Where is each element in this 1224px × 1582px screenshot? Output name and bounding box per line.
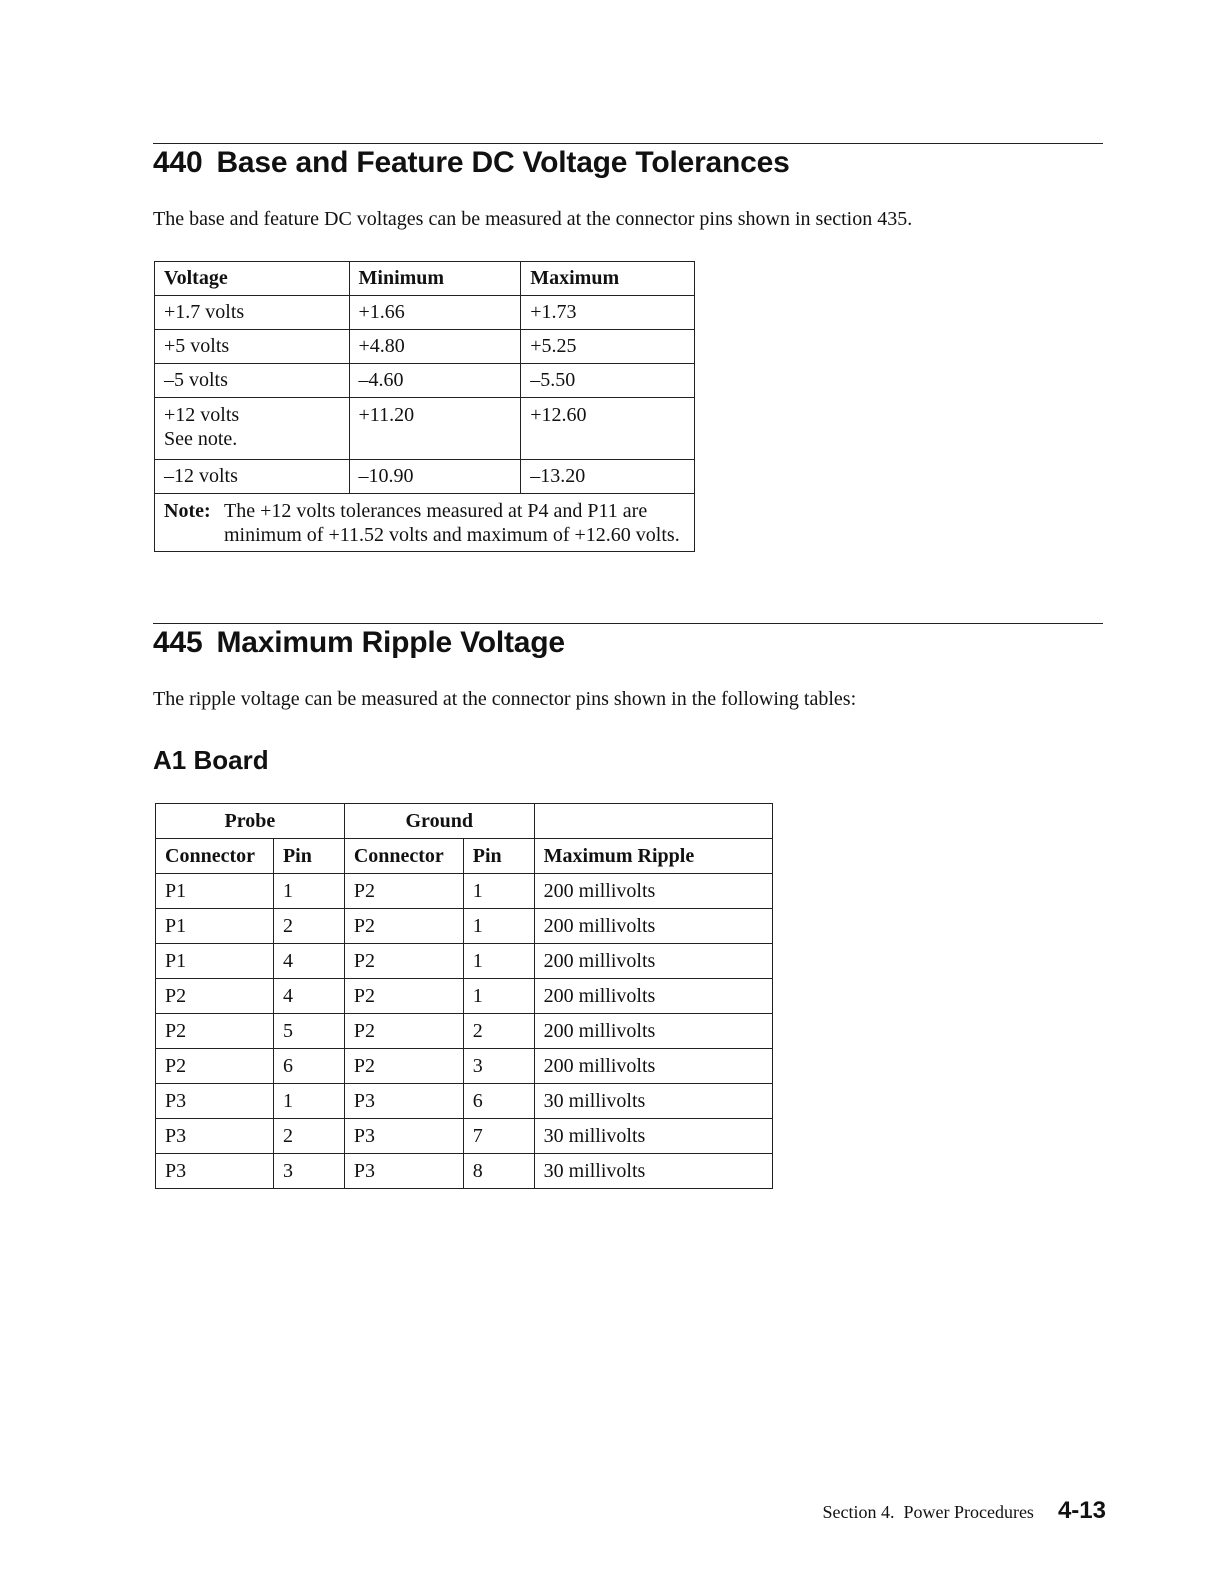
note-label: Note: <box>164 500 211 522</box>
column-header: Voltage <box>155 262 350 296</box>
ground-pin-cell: 1 <box>463 874 534 909</box>
table-row <box>156 1049 773 1084</box>
voltage-see-note: See note. <box>164 428 238 450</box>
max-ripple-cell: 200 millivolts <box>534 944 772 979</box>
ground-connector-cell: P2 <box>344 909 463 944</box>
section-445-intro: The ripple voltage can be measured at the connector pins shown in the following tables: <box>153 688 857 710</box>
note-text: The +12 volts tolerances measured at P4 and P11 are minimum of +11.52 volts and maximum of +12.60 volts. <box>224 500 680 546</box>
ground-connector-cell: P3 <box>344 1154 463 1189</box>
probe-pin-cell: 1 <box>273 1084 344 1119</box>
ground-pin-cell: 8 <box>463 1154 534 1189</box>
ground-pin-cell: 1 <box>463 909 534 944</box>
voltage-cell: –12 volts <box>155 460 350 494</box>
voltage-cell: +5 volts <box>155 330 350 364</box>
ground-connector-cell: P3 <box>344 1084 463 1119</box>
table-row <box>156 1084 773 1119</box>
table-row <box>155 364 695 398</box>
section-445-rule <box>153 623 1103 624</box>
section-440-title: Base and Feature DC Voltage Tolerances <box>216 146 790 179</box>
empty-group-header <box>534 804 772 839</box>
ground-pin-cell: 3 <box>463 1049 534 1084</box>
minimum-cell: +11.20 <box>349 398 521 460</box>
ripple-voltage-table <box>155 803 773 1189</box>
probe-connector-cell: P2 <box>156 1049 274 1084</box>
table-row <box>155 460 695 494</box>
ripple-table-body <box>156 874 773 1189</box>
voltage-value: +12 volts <box>164 404 240 426</box>
max-ripple-cell: 200 millivolts <box>534 874 772 909</box>
probe-pin-cell: 2 <box>273 909 344 944</box>
probe-pin-cell: 4 <box>273 979 344 1014</box>
probe-connector-cell: P1 <box>156 909 274 944</box>
table-row <box>156 1119 773 1154</box>
probe-connector-cell: P3 <box>156 1084 274 1119</box>
table-note-row <box>155 494 695 552</box>
page-footer <box>822 1497 1106 1525</box>
table-row <box>156 979 773 1014</box>
probe-pin-cell: 1 <box>273 874 344 909</box>
table-row <box>155 330 695 364</box>
ground-pin-cell: 7 <box>463 1119 534 1154</box>
table-row <box>155 398 695 460</box>
table-row <box>156 1014 773 1049</box>
maximum-cell: +1.73 <box>521 296 695 330</box>
probe-connector-cell: P2 <box>156 1014 274 1049</box>
probe-connector-cell: P2 <box>156 979 274 1014</box>
probe-connector-cell: P1 <box>156 874 274 909</box>
minimum-cell: –10.90 <box>349 460 521 494</box>
column-header: Maximum Ripple <box>534 839 772 874</box>
table-header-row <box>155 262 695 296</box>
column-header: Pin <box>273 839 344 874</box>
ground-pin-cell: 2 <box>463 1014 534 1049</box>
probe-connector-cell: P3 <box>156 1154 274 1189</box>
table-header-row <box>156 839 773 874</box>
page-number: 4-13 <box>1057 1497 1106 1524</box>
ground-connector-cell: P2 <box>344 1049 463 1084</box>
section-440-intro: The base and feature DC voltages can be measured at the connector pins shown in section 435. <box>153 208 913 230</box>
ground-pin-cell: 1 <box>463 979 534 1014</box>
column-header: Connector <box>156 839 274 874</box>
probe-pin-cell: 2 <box>273 1119 344 1154</box>
column-header: Connector <box>344 839 463 874</box>
column-header: Minimum <box>349 262 521 296</box>
max-ripple-cell: 200 millivolts <box>534 1049 772 1084</box>
voltage-tolerance-table <box>154 261 695 552</box>
section-440-rule <box>153 143 1103 144</box>
maximum-cell: –13.20 <box>521 460 695 494</box>
ground-connector-cell: P2 <box>344 979 463 1014</box>
ground-group-header: Ground <box>344 804 534 839</box>
maximum-cell: +12.60 <box>521 398 695 460</box>
max-ripple-cell: 30 millivolts <box>534 1154 772 1189</box>
ground-connector-cell: P2 <box>344 874 463 909</box>
voltage-cell <box>155 398 350 460</box>
table-row <box>156 1154 773 1189</box>
subsection-heading: A1 Board <box>153 745 269 775</box>
max-ripple-cell: 200 millivolts <box>534 979 772 1014</box>
probe-group-header: Probe <box>156 804 345 839</box>
table-group-header-row <box>156 804 773 839</box>
voltage-cell: –5 volts <box>155 364 350 398</box>
column-header: Maximum <box>521 262 695 296</box>
section-440-heading <box>153 146 790 180</box>
probe-pin-cell: 6 <box>273 1049 344 1084</box>
ground-connector-cell: P3 <box>344 1119 463 1154</box>
maximum-cell: +5.25 <box>521 330 695 364</box>
ground-connector-cell: P2 <box>344 944 463 979</box>
table-row <box>156 909 773 944</box>
section-445-title: Maximum Ripple Voltage <box>216 626 565 659</box>
minimum-cell: –4.60 <box>349 364 521 398</box>
minimum-cell: +4.80 <box>349 330 521 364</box>
ground-pin-cell: 1 <box>463 944 534 979</box>
section-445-number: 445 <box>153 626 203 659</box>
table-row <box>156 874 773 909</box>
section-440-number: 440 <box>153 146 203 179</box>
section-445-heading <box>153 626 565 660</box>
probe-pin-cell: 3 <box>273 1154 344 1189</box>
max-ripple-cell: 200 millivolts <box>534 1014 772 1049</box>
max-ripple-cell: 30 millivolts <box>534 1084 772 1119</box>
voltage-cell: +1.7 volts <box>155 296 350 330</box>
probe-pin-cell: 4 <box>273 944 344 979</box>
ground-pin-cell: 6 <box>463 1084 534 1119</box>
column-header: Pin <box>463 839 534 874</box>
table-row <box>155 296 695 330</box>
minimum-cell: +1.66 <box>349 296 521 330</box>
maximum-cell: –5.50 <box>521 364 695 398</box>
max-ripple-cell: 200 millivolts <box>534 909 772 944</box>
probe-connector-cell: P3 <box>156 1119 274 1154</box>
max-ripple-cell: 30 millivolts <box>534 1119 772 1154</box>
probe-connector-cell: P1 <box>156 944 274 979</box>
table-row <box>156 944 773 979</box>
table-note <box>155 494 695 552</box>
footer-section-label: Section 4. Power Procedures <box>822 1502 1034 1522</box>
ground-connector-cell: P2 <box>344 1014 463 1049</box>
probe-pin-cell: 5 <box>273 1014 344 1049</box>
